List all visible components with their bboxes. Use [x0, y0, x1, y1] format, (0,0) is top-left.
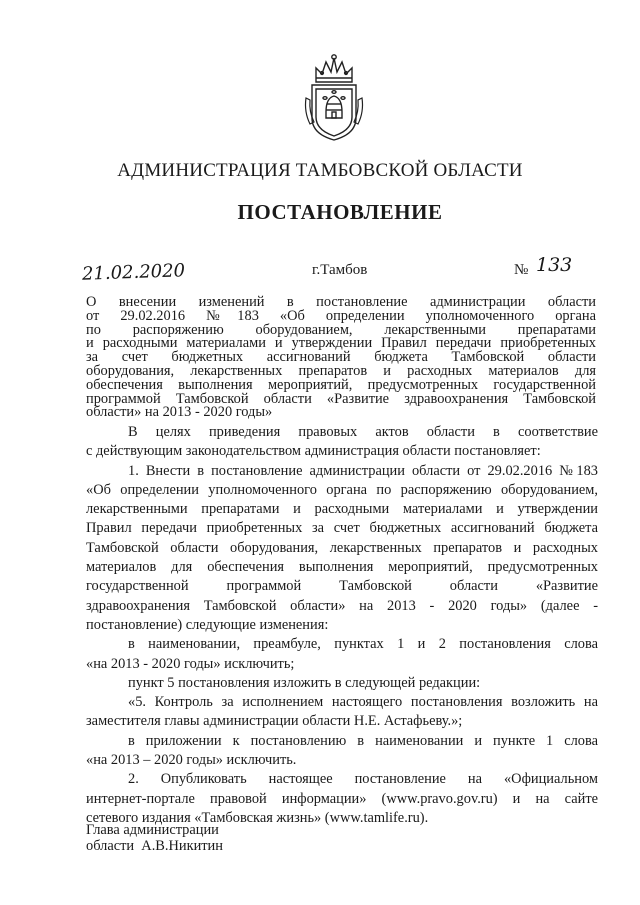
body-line: интернет-портале правовой информации» (www.pravo.gov.ru) и на сайте — [86, 790, 598, 807]
handwritten-number: 133 — [536, 254, 573, 276]
body-line: Правил передачи приобретенных за счет бюджетных ассигнований бюджета — [86, 520, 598, 537]
body-line: материалов для обеспечения выполнения мероприятий, предусмотренных — [86, 559, 598, 576]
body-line: лекарственными препаратами и расходными материалами и утверждении — [86, 501, 598, 518]
body-line: «Об определении уполномоченного органа по распоряжению оборудованием, — [86, 481, 598, 498]
document-type: ПОСТАНОВЛЕНИЕ — [237, 200, 443, 224]
body-line: 2. Опубликовать настоящее постановление на «Официальном — [128, 771, 598, 788]
signature-block — [86, 822, 223, 854]
city: г.Тамбов — [312, 262, 368, 278]
agency-name: АДМИНИСТРАЦИЯ ТАМБОВСКОЙ ОБЛАСТИ — [117, 160, 523, 181]
coat-of-arms-emblem — [302, 52, 366, 144]
handwritten-date: 21.02.2020 — [81, 260, 186, 285]
body-line: сетевого издания «Тамбовская жизнь» (www.tamlife.ru). — [86, 809, 429, 826]
heading-line: О внесении изменений в постановление администрации области — [86, 294, 596, 310]
number-label: № — [514, 262, 529, 278]
body-line: в приложении к постановлению в наименовании и пункте 1 слова — [128, 732, 598, 749]
signature-name: области А.В.Никитин — [86, 838, 223, 854]
body-line: пункт 5 постановления изложить в следующей редакции: — [128, 674, 481, 691]
document-body — [86, 423, 598, 828]
heading-line: обеспечения выполнения мероприятий, предусмотренных государственной — [86, 376, 596, 393]
signature-title: Глава администрации — [86, 822, 219, 838]
body-line: «на 2013 - 2020 годы» исключить; — [86, 655, 295, 672]
body-line: 1. Внести в постановление администрации области от 29.02.2016 №183 — [128, 462, 598, 479]
body-line: «на 2013 – 2020 годы» исключить. — [86, 752, 297, 769]
body-line: государственной программой Тамбовской области «Развитие — [86, 578, 598, 595]
body-line: с действующим законодательством администрация области постановляет: — [86, 443, 541, 460]
heading-line: программой Тамбовской области «Развитие здравоохранения Тамбовской — [86, 390, 596, 407]
body-line: заместителя главы администрации области Н.Е. Астафьеву.»; — [86, 713, 463, 730]
heading-line: области» на 2013 - 2020 годы» — [86, 404, 273, 421]
document-heading — [86, 296, 596, 420]
body-line: в наименовании, преамбуле, пунктах 1 и 2 постановления слова — [128, 636, 598, 653]
heading-line: оборудования, лекарственных препаратов и расходных материалов для — [86, 362, 596, 379]
heading-line: и расходными материалами и утверждении Правил передачи приобретенных — [86, 335, 596, 352]
heading-line: по распоряжению оборудованием, лекарственными препаратами — [86, 321, 596, 338]
body-line: здравоохранения Тамбовской области» на 2013 - 2020 годы» (далее - — [86, 597, 598, 614]
body-line: «5. Контроль за исполнением настоящего постановления возложить на — [128, 694, 598, 711]
body-line: Тамбовской области оборудования, лекарственных препаратов и расходных — [86, 539, 598, 556]
body-line: В целях приведения правовых актов области в соответствие — [128, 424, 598, 440]
heading-line: за счет бюджетных ассигнований бюджета Тамбовской области — [86, 349, 596, 366]
heading-line: от 29.02.2016 №183 «Об определении уполномоченного органа — [86, 307, 596, 324]
body-line: постановление) следующие изменения: — [86, 616, 329, 633]
